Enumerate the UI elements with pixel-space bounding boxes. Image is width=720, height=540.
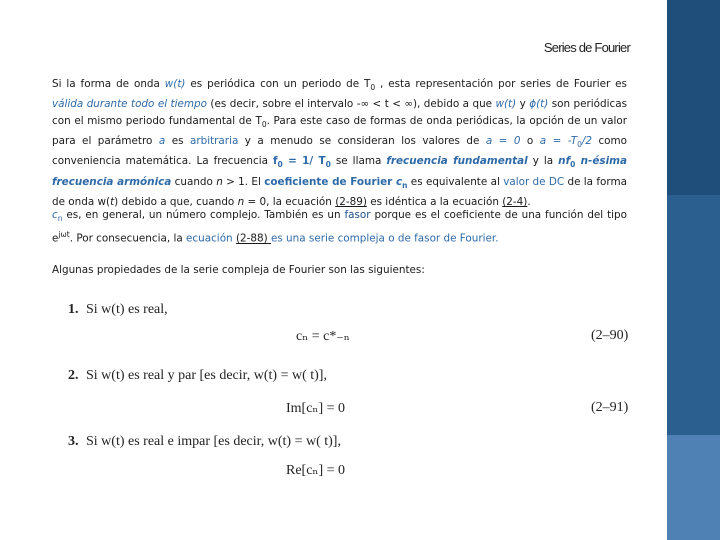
paragraph1-run: 0 [277, 160, 283, 170]
paragraph1-run: y la [527, 155, 559, 168]
paragraph1-run: . [527, 196, 531, 209]
paragraph1-run: . Para este caso de formas de onda periódicas, la opción de un valor para el parámetro [52, 114, 627, 148]
paragraph1-run: c [395, 175, 403, 188]
paragraph1-run: 0 [570, 160, 576, 170]
paragraph1-run: (2-89) [335, 196, 367, 209]
paragraph1-run: válida durante todo el tiempo [52, 98, 207, 111]
paragraph1-run: 0 [325, 160, 331, 170]
property-1-equation-number: (2–90) [591, 328, 629, 343]
paragraph1-run: o [520, 135, 540, 148]
paragraph1-run: frecuencia fundamental [386, 155, 528, 168]
paragraph1-run: (es decir, sobre el intervalo -∞ < t < ∞), debido a que [206, 98, 496, 111]
paragraph2-run: ecuación [186, 232, 233, 245]
paragraph1-run: coeficiente de Fourier [264, 175, 396, 188]
slide-title: Series de Fourier [543, 40, 630, 55]
property-2-equation: Im[cₙ] = 0 [286, 401, 346, 416]
paragraph1-run: como conveniencia matemática. La frecuencia [52, 135, 628, 168]
paragraph2-run: c [52, 209, 58, 221]
paragraph1-run: n [402, 180, 408, 190]
paragraph1-run: n [216, 175, 223, 188]
property-1-number: 1. [68, 302, 79, 317]
paragraph1-run: se llama [330, 155, 387, 168]
paragraph1-run: 0 [577, 140, 582, 150]
paragraph1-run: a [158, 135, 166, 148]
paragraph1-run: a = -T [539, 135, 578, 148]
paragraph1-run: valor de DC [503, 175, 565, 188]
paragraph1-run: /2 [581, 135, 592, 148]
paragraph1-run: a = 0 [485, 135, 521, 148]
properties-image [56, 298, 636, 482]
paragraph1-run: de la forma de onda w( [52, 175, 627, 209]
paragraph1-run: = 1/ T [282, 155, 326, 168]
sidebar-middle-band [667, 195, 720, 435]
paragraph2-run: . Por consecuencia, la [69, 232, 187, 245]
paragraph1-run: y a menudo se consideran los valores de [238, 135, 486, 148]
paragraph1-run: arbitraria [189, 135, 239, 148]
paragraph1-run: es equivalente al [407, 175, 504, 188]
paragraph1-run: es [165, 135, 190, 148]
paragraph-properties-intro: Algunas propiedades de la serie compleja de Fourier son las siguientes: [52, 264, 425, 276]
paragraph1-run: y [516, 98, 530, 111]
paragraph-periodic-waveform [52, 76, 627, 210]
property-1-text: Si w(t) es real, [86, 302, 168, 317]
paragraph2-run: n [57, 214, 63, 224]
paragraph2-run: es, en general, un número complejo. También es un [62, 209, 345, 221]
paragraph1-run: n-ésima frecuencia armónica [52, 155, 627, 188]
property-2-equation-number: (2–91) [591, 400, 629, 415]
paragraph1-run: nf [558, 155, 571, 168]
property-2-number: 2. [68, 368, 79, 383]
sidebar-bottom-band [667, 435, 720, 540]
paragraph1-run: t [110, 196, 115, 209]
paragraph1-run: Si la forma de onda [52, 78, 165, 90]
sidebar-top-band [667, 0, 720, 195]
paragraph1-run: , esta representación por series de Fourier es [375, 78, 627, 90]
paragraph1-run: son periódicas con el mismo periodo fundamental de T [52, 98, 627, 127]
paragraph1-run: n [237, 196, 245, 209]
paragraph1-run: w(t) [495, 98, 517, 111]
property-3-number: 3. [68, 434, 79, 449]
paragraph2-run: (2-88) [235, 232, 271, 245]
property-2-text: Si w(t) es real y par [es decir, w(t) = w( t)], [86, 368, 327, 383]
paragraph1-run: ) debido a que, cuando [114, 196, 238, 209]
paragraph1-run: > 1. El [222, 175, 265, 188]
paragraph2-run: fasor [344, 209, 371, 221]
property-3-equation: Re[cₙ] = 0 [286, 463, 346, 478]
paragraph1-run: w(t) [164, 78, 186, 90]
property-3-text: Si w(t) es real e impar [es decir, w(t) = w( t)], [86, 434, 341, 449]
paragraph1-run: ϕ(t) [529, 98, 549, 111]
paragraph-phasor [52, 207, 627, 247]
paragraph1-run: 0 [261, 119, 267, 129]
paragraph2-run: jωt [58, 230, 70, 240]
paragraph2-run: es una serie compleja o de fasor de Fourier. [270, 232, 499, 245]
paragraph1-run: = 0, la ecuación [244, 196, 336, 209]
paragraph2-run: porque es el coeficiente de una función del tipo [370, 209, 627, 221]
paragraph1-run: f [273, 155, 278, 168]
paragraph1-run: (2-4) [502, 196, 528, 209]
paragraph1-run: 0 [370, 83, 376, 93]
paragraph2-run: e [52, 232, 59, 245]
paragraph1-run: cuando [171, 175, 217, 188]
paragraph1-run: es periódica con un periodo de T [185, 78, 371, 90]
paragraph1-run: es idéntica a la ecuación [366, 196, 503, 209]
property-1-equation: cₙ = c*₋ₙ [296, 329, 350, 344]
